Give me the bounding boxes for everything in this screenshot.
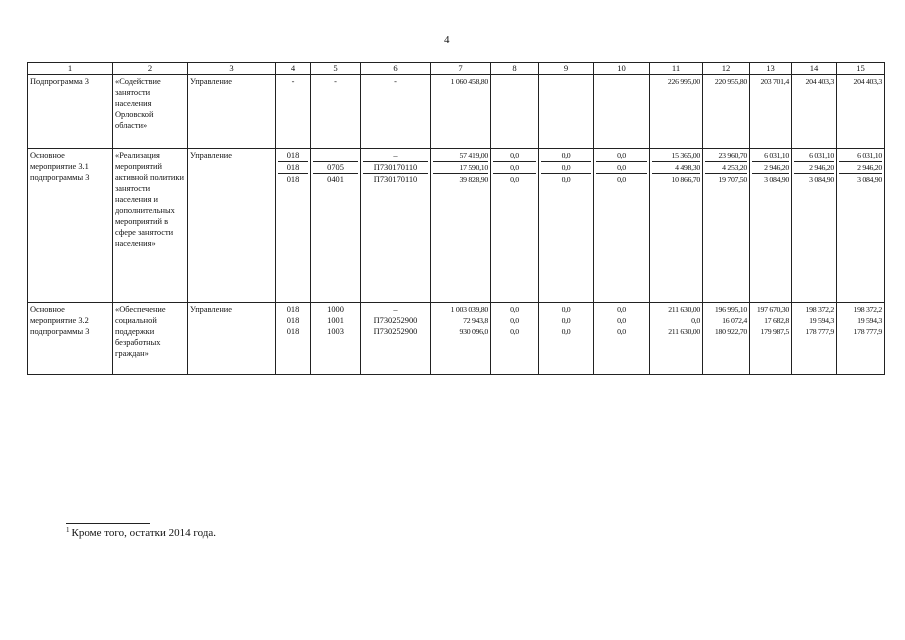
cell-c12 <box>703 75 750 149</box>
cell-value: 0,0 <box>510 305 519 314</box>
cell-value: 0,0 <box>596 162 647 174</box>
cell-value: 018 <box>286 305 300 314</box>
table-body <box>28 75 885 375</box>
cell-value: – <box>363 150 428 162</box>
row-executor-cell: Управление <box>188 149 276 303</box>
cell-value: 0,0 <box>617 305 626 314</box>
cell-value: 17 682,8 <box>764 316 789 325</box>
cell-c13 <box>750 303 792 375</box>
cell-value: 180 922,70 <box>714 327 747 336</box>
cell-value: 19 707,50 <box>718 175 747 184</box>
cell-value: 0,0 <box>561 327 571 336</box>
cell-value: - <box>394 77 397 86</box>
header-cell: 6 <box>361 63 431 75</box>
cell-value: 0,0 <box>691 316 700 325</box>
row-name-cell: Основное мероприятие 3.2 подпрограммы 3 <box>28 303 113 375</box>
footnote-text: Кроме того, остатки 2014 года. <box>71 527 217 539</box>
cell-value: – <box>393 305 398 314</box>
header-cell: 4 <box>276 63 311 75</box>
cell-value: 3 084,90 <box>809 175 834 184</box>
cell-c13 <box>750 149 792 303</box>
cell-value: 2 946,20 <box>794 162 834 174</box>
cell-c15 <box>837 303 885 375</box>
header-cell: 11 <box>650 63 703 75</box>
header-cell: 13 <box>750 63 792 75</box>
cell-c10 <box>594 75 650 149</box>
cell-value: 0401 <box>327 175 344 184</box>
cell-value: 57 419,00 <box>433 150 488 162</box>
cell-value: 0,0 <box>617 175 626 184</box>
cell-value <box>493 76 536 87</box>
cell-value: 1003 <box>327 327 344 336</box>
cell-c6 <box>361 75 431 149</box>
cell-value: 197 670,30 <box>756 305 789 314</box>
cell-c5 <box>311 149 361 303</box>
cell-value: 19 594,3 <box>857 316 882 325</box>
cell-value: П730170110 <box>363 162 428 174</box>
header-cell: 5 <box>311 63 361 75</box>
cell-value: 19 594,3 <box>809 316 834 325</box>
header-cell: 2 <box>113 63 188 75</box>
header-row <box>28 63 885 75</box>
header-cell: 15 <box>837 63 885 75</box>
cell-c6 <box>361 149 431 303</box>
cell-value <box>596 76 647 87</box>
cell-value: 72 943,8 <box>463 316 488 325</box>
cell-value <box>313 150 358 162</box>
cell-c7 <box>431 303 491 375</box>
cell-value: 17 590,10 <box>433 162 488 174</box>
cell-value: 0,0 <box>561 305 571 314</box>
cell-value: 0,0 <box>510 175 519 184</box>
cell-value: 3 084,90 <box>857 175 882 184</box>
table-row <box>28 149 885 303</box>
cell-value: 23 960,70 <box>705 150 747 162</box>
cell-value: 211 630,00 <box>668 327 700 336</box>
cell-value: 0,0 <box>561 316 571 325</box>
header-cell: 8 <box>491 63 539 75</box>
cell-value: 0,0 <box>493 150 536 162</box>
cell-c11 <box>650 303 703 375</box>
row-executor-cell: Управление <box>188 303 276 375</box>
cell-c15 <box>837 75 885 149</box>
cell-c14 <box>792 149 837 303</box>
header-cell: 12 <box>703 63 750 75</box>
cell-value: 1 003 039,80 <box>450 305 488 314</box>
header-cell: 3 <box>188 63 276 75</box>
cell-c7 <box>431 149 491 303</box>
cell-value: 0,0 <box>541 162 591 174</box>
cell-c12 <box>703 149 750 303</box>
cell-value: 1 060 458,80 <box>450 77 488 86</box>
cell-c5 <box>311 75 361 149</box>
cell-value <box>541 76 591 87</box>
cell-c9 <box>539 303 594 375</box>
cell-value: 178 777,9 <box>853 327 882 336</box>
cell-value: 3 084,90 <box>764 175 789 184</box>
cell-c8 <box>491 149 539 303</box>
footnote-mark: 1 <box>66 526 70 534</box>
cell-value: 0,0 <box>541 150 591 162</box>
cell-value: 178 777,9 <box>805 327 834 336</box>
cell-value: 1001 <box>327 316 344 325</box>
cell-c8 <box>491 75 539 149</box>
cell-c10 <box>594 303 650 375</box>
cell-c14 <box>792 303 837 375</box>
row-executor-cell: Управление <box>188 75 276 149</box>
row-name-cell: Подпрограмма 3 <box>28 75 113 149</box>
cell-value: 10 866,70 <box>671 175 700 184</box>
cell-c12 <box>703 303 750 375</box>
cell-c4 <box>276 303 311 375</box>
cell-value: 0,0 <box>510 327 519 336</box>
cell-value: 203 701,4 <box>760 77 789 86</box>
cell-value: 226 995,00 <box>667 77 700 86</box>
cell-value: 6 031,10 <box>752 150 789 162</box>
cell-value: 198 372,2 <box>805 305 834 314</box>
cell-c9 <box>539 75 594 149</box>
cell-value: 211 630,00 <box>668 305 700 314</box>
cell-value: 0,0 <box>596 150 647 162</box>
cell-value: 16 072,4 <box>722 316 747 325</box>
cell-c4 <box>276 149 311 303</box>
cell-value: 179 987,5 <box>760 327 789 336</box>
row-name-cell: Основное мероприятие 3.1 подпрограммы 3 <box>28 149 113 303</box>
cell-value: 0,0 <box>493 162 536 174</box>
cell-value: 018 <box>286 316 300 325</box>
cell-c15 <box>837 149 885 303</box>
cell-value: 2 946,20 <box>752 162 789 174</box>
cell-value: 018 <box>278 150 308 162</box>
cell-value: П730252900 <box>373 327 418 336</box>
cell-c6 <box>361 303 431 375</box>
table-row <box>28 75 885 149</box>
cell-value: П730170110 <box>373 175 418 184</box>
cell-value: 0,0 <box>510 316 519 325</box>
cell-value: 196 995,10 <box>714 305 747 314</box>
header-cell: 7 <box>431 63 491 75</box>
cell-c7 <box>431 75 491 149</box>
header-cell: 1 <box>28 63 113 75</box>
cell-value: 2 946,20 <box>839 162 882 174</box>
cell-value: 0705 <box>313 162 358 174</box>
cell-value: 6 031,10 <box>839 150 882 162</box>
cell-value: - <box>291 77 295 86</box>
cell-c13 <box>750 75 792 149</box>
cell-c10 <box>594 149 650 303</box>
cell-value: 4 498,30 <box>652 162 700 174</box>
cell-value: 1000 <box>327 305 344 314</box>
cell-value: - <box>334 77 337 86</box>
header-cell: 9 <box>539 63 594 75</box>
cell-c11 <box>650 149 703 303</box>
cell-c5 <box>311 303 361 375</box>
footnote-divider <box>66 523 150 524</box>
row-title-cell: «Обеспечение социальной поддержки безработных граждан» <box>113 303 188 375</box>
cell-value: 0,0 <box>617 316 626 325</box>
cell-value: 6 031,10 <box>794 150 834 162</box>
cell-value: 018 <box>286 327 300 336</box>
cell-value: 018 <box>286 175 300 184</box>
header-cell: 10 <box>594 63 650 75</box>
cell-value: 204 403,3 <box>853 77 882 86</box>
cell-value: 204 403,3 <box>805 77 834 86</box>
table-row <box>28 303 885 375</box>
cell-value: 0,0 <box>617 327 626 336</box>
cell-value: 930 096,0 <box>459 327 488 336</box>
budget-table <box>27 62 885 375</box>
cell-value: 0,0 <box>561 175 571 184</box>
row-title-cell: «Реализация мероприятий активной политики занятости населения и дополнительных мероприятий в сфере занятости населения» <box>113 149 188 303</box>
cell-value: П730252900 <box>373 316 418 325</box>
cell-c8 <box>491 303 539 375</box>
cell-c4 <box>276 75 311 149</box>
row-title-cell: «Содействие занятости населения Орловской области» <box>113 75 188 149</box>
cell-value: 018 <box>278 162 308 174</box>
cell-value: 4 253,20 <box>705 162 747 174</box>
cell-c14 <box>792 75 837 149</box>
header-cell: 14 <box>792 63 837 75</box>
footnote <box>66 526 216 539</box>
cell-c9 <box>539 149 594 303</box>
cell-value: 39 828,90 <box>459 175 488 184</box>
cell-value: 220 955,80 <box>714 77 747 86</box>
cell-value: 15 365,00 <box>652 150 700 162</box>
cell-c11 <box>650 75 703 149</box>
page-number: 4 <box>444 34 450 46</box>
cell-value: 198 372,2 <box>853 305 882 314</box>
